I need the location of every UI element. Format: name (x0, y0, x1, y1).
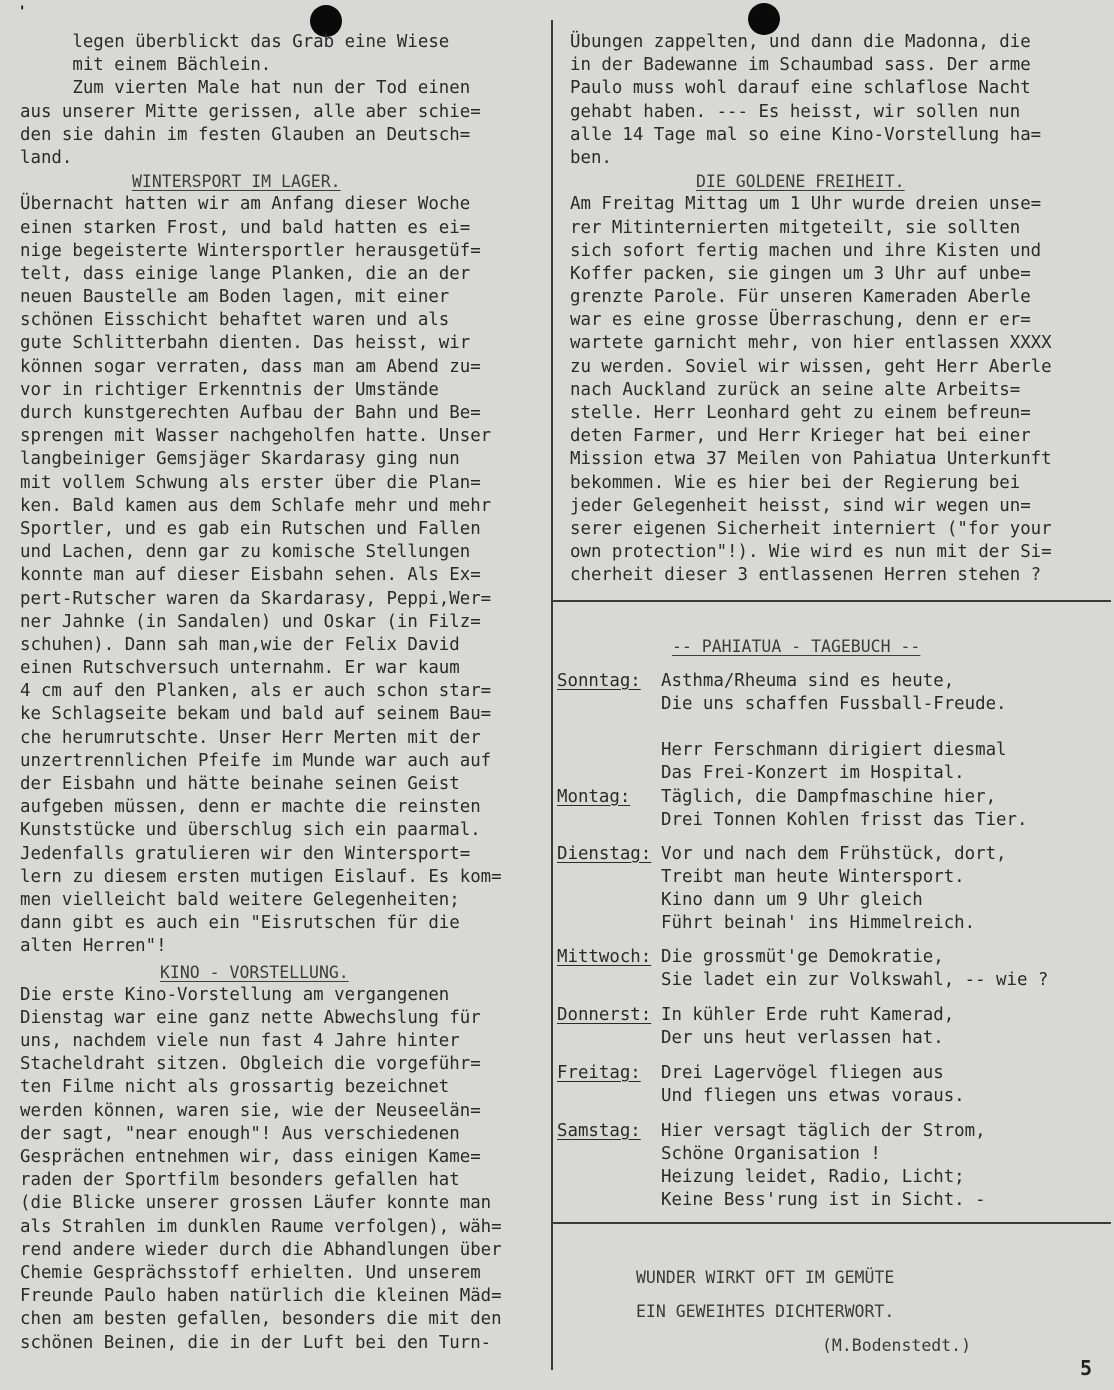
diary-verse-line: Die uns schaffen Fussball-Freude. (661, 694, 1007, 714)
text-line: Freunde Paulo haben natürlich die kleinen Mäd= (20, 1286, 502, 1307)
text-line: nige begeisterte Wintersportler herausgetüf= (20, 240, 481, 261)
diary-verse-line: Kino dann um 9 Uhr gleich (661, 890, 923, 910)
text-line: gehabt haben. --- Es heisst, wir sollen nun (570, 101, 1021, 122)
text-line: aufgeben müssen, denn er machte die reinsten (20, 797, 481, 818)
left-column (20, 31, 502, 1355)
text-line: lern zu diesem ersten mutigen Eislauf. Es kom= (20, 866, 502, 887)
text-line: bekommen. Wie es hier bei der Regierung bei (570, 472, 1021, 493)
text-line: Mission etwa 37 Meilen von Pahiatua Unterkunft (570, 449, 1052, 470)
text-line: mit vollem Schwung als erster über die Plan= (20, 472, 481, 493)
text-line: Chemie Gesprächsstoff erhielten. Und unserem (20, 1262, 481, 1283)
diary-day-label: Donnerst: (557, 1005, 652, 1025)
diary-verse-line: Drei Lagervögel fliegen aus (661, 1063, 944, 1083)
text-line: wartete garnicht mehr, von hier entlassen XXXX (570, 333, 1052, 354)
text-line: neuen Baustelle am Boden lagen, mit einer (20, 287, 450, 308)
text-line: war es eine grosse Überraschung, denn er er= (570, 310, 1031, 331)
section-divider-bottom (551, 1222, 1111, 1224)
text-line: Kunststücke und überschlug sich ein paarmal. (20, 820, 481, 841)
text-line: vor in richtiger Erkenntnis der Umstände (20, 379, 439, 400)
text-line: Stacheldraht sitzen. Obgleich die vorgeführ= (20, 1054, 481, 1075)
diary-verse-line: Schöne Organisation ! (661, 1144, 881, 1164)
diary-verse-line: Asthma/Rheuma sind es heute, (661, 671, 955, 691)
diary-verse-line: Und fliegen uns etwas voraus. (661, 1086, 965, 1106)
diary-verse-line: Der uns heut verlassen hat. (661, 1028, 944, 1048)
text-line: ten Filme nicht als grossartig bezeichnet (20, 1077, 450, 1098)
text-line: alten Herren"! (20, 936, 167, 957)
text-line: als Strahlen im dunklen Raume verfolgen), wäh= (20, 1216, 502, 1237)
text-line: der sagt, "near enough"! Aus verschiedenen (20, 1123, 460, 1144)
diary-day-label: Montag: (557, 787, 631, 807)
right-column (570, 31, 1052, 588)
diary-day-label: Freitag: (557, 1063, 641, 1083)
text-line: Die erste Kino-Vorstellung am vergangenen (20, 984, 450, 1005)
quote-line-2: EIN GEWEIHTES DICHTERWORT. (636, 1302, 895, 1321)
heading-wintersport: WINTERSPORT IM LAGER. (132, 172, 341, 192)
diary-verse-line: In kühler Erde ruht Kamerad, (661, 1005, 955, 1025)
text-line: den sie dahin im festen Glauben an Deutsch= (20, 124, 471, 145)
text-line: schönen Eisschicht behaftet waren und als (20, 310, 450, 331)
diary-verse-line: Herr Ferschmann dirigiert diesmal (661, 740, 1007, 760)
text-line: 4 cm auf den Planken, als er auch schon star= (20, 681, 492, 702)
diary-verse-line: Das Frei-Konzert im Hospital. (661, 763, 965, 783)
freiheit-paragraph (570, 193, 1052, 587)
text-line: mit einem Bächlein. (20, 55, 272, 76)
kino-paragraph (20, 984, 502, 1355)
text-line: ner Jahnke (in Sandalen) und Oskar (in Filz= (20, 611, 481, 632)
text-line: che herumrutschte. Unser Herr Merten mit der (20, 727, 481, 748)
text-line: pert-Rutscher waren da Skardarasy, Peppi,Wer= (20, 588, 492, 609)
text-line: serer eigenen Sicherheit interniert ("for your (570, 518, 1052, 539)
text-line: ken. Bald kamen aus dem Schlafe mehr und mehr (20, 495, 492, 516)
text-line: own protection"!). Wie wird es nun mit der Si= (570, 542, 1052, 563)
diary-verse-line: Sie ladet ein zur Volkswahl, -- wie ? (661, 970, 1049, 990)
text-line: zu werden. Soviel wir wissen, geht Herr Aberle (570, 356, 1052, 377)
text-line: telt, dass einige lange Planken, die an der (20, 263, 471, 284)
diary-title: -- PAHIATUA - TAGEBUCH -- (672, 637, 921, 656)
text-line: Koffer packen, sie gingen um 3 Uhr auf unbe= (570, 263, 1031, 284)
text-line: alle 14 Tage mal so eine Kino-Vorstellung ha= (570, 124, 1042, 145)
text-line: sprengen mit Wasser nachgeholfen hatte. Unser (20, 426, 492, 447)
text-line: der Eisbahn und hätte beinahe seinen Geist (20, 774, 460, 794)
text-line: Übernacht hatten wir am Anfang dieser Woche (20, 194, 471, 215)
text-line: einen starken Frost, und bald hatten es ei= (20, 217, 471, 238)
diary-day-label: Samstag: (557, 1121, 641, 1141)
text-line: schönen Beinen, die in der Luft bei den Turn- (20, 1332, 492, 1353)
section-divider-top (551, 600, 1111, 602)
text-line: Zum vierten Male hat nun der Tod einen (20, 78, 471, 99)
text-line: schuhen). Dann sah man,wie der Felix David (20, 634, 460, 655)
heading-kino: KINO - VORSTELLUNG. (160, 962, 349, 982)
text-line: jeder Gelegenheit heisst, sind wir wegen un= (570, 495, 1031, 516)
text-line: einen Rutschversuch unternahm. Er war kaum (20, 658, 460, 679)
text-line: werden können, waren sie, wie der Neuseelän= (20, 1100, 481, 1121)
diary-day-label: Sonntag: (557, 671, 641, 691)
text-line: ke Schlagseite bekam und bald auf seinem Bau= (20, 704, 492, 725)
quote-author: (M.Bodenstedt.) (822, 1336, 972, 1355)
text-line: raden der Sportfilm besonders gefallen hat (20, 1170, 460, 1191)
text-line: land. (20, 147, 73, 168)
diary-verse-line: Heizung leidet, Radio, Licht; (661, 1167, 965, 1187)
text-line: chen am besten gefallen, besonders die mit den (20, 1309, 502, 1330)
text-line: langbeiniger Gemsjäger Skardarasy ging nun (20, 449, 460, 470)
text-line: dann gibt es auch ein "Eisrutschen für die (20, 913, 460, 934)
text-line: können sogar verraten, dass man am Abend zu= (20, 356, 481, 377)
text-line: men vielleicht bald weitere Gelegenheiten; (20, 889, 460, 910)
quote-line-1: WUNDER WIRKT OFT IM GEMÜTE (636, 1268, 895, 1287)
text-line: stelle. Herr Leonhard geht zu einem befreun= (570, 403, 1031, 423)
diary-day-label: Mittwoch: (557, 947, 652, 967)
text-line: gute Schlitterbahn dienten. Das heisst, wir (20, 333, 471, 354)
text-line: Am Freitag Mittag um 1 Uhr wurde dreien unse= (570, 194, 1042, 215)
text-line: aus unserer Mitte gerissen, alle aber schie= (20, 101, 481, 122)
column-divider (551, 20, 553, 1370)
text-line: Übungen zappelten, und dann die Madonna, die (570, 32, 1031, 52)
text-line: unzertrennlichen Pfeife im Munde war auch auf (20, 750, 492, 771)
diary-verse-line: Keine Bess'rung ist in Sicht. - (661, 1190, 986, 1210)
diary-verse-line: Die grossmüt'ge Demokratie, (661, 947, 944, 967)
diary-verse-line: Treibt man heute Wintersport. (661, 867, 965, 887)
text-line: uns, nachdem viele nun fast 4 Jahre hinter (20, 1031, 460, 1052)
corner-mark: ' (18, 4, 27, 20)
kino-continued-paragraph (570, 31, 1052, 170)
text-line: Dienstag war eine ganz nette Abwechslung für (20, 1007, 481, 1028)
text-line: in der Badewanne im Schaumbad sass. Der arme (570, 55, 1031, 76)
diary-verse-line: Vor und nach dem Frühstück, dort, (661, 844, 1007, 864)
text-line: nach Auckland zurück an seine alte Arbeits= (570, 379, 1021, 400)
wintersport-paragraph (20, 193, 502, 958)
text-line: rer Mitinternierten mitgeteilt, sie sollten (570, 217, 1021, 238)
text-line: legen überblickt das Grab eine Wiese (20, 32, 450, 52)
text-line: deten Farmer, und Herr Krieger hat bei einer (570, 426, 1031, 447)
text-line: (die Blicke unserer grossen Läufer konnte man (20, 1193, 492, 1214)
text-line: konnte man auf dieser Eisbahn sehen. Als Ex= (20, 565, 481, 586)
text-line: grenzte Parole. Für unseren Kameraden Aberle (570, 287, 1031, 308)
diary-verse-line: Täglich, die Dampfmaschine hier, (661, 787, 997, 807)
page-number: 5 (1080, 1356, 1093, 1380)
diary-verse-line: Drei Tonnen Kohlen frisst das Tier. (661, 810, 1028, 830)
obituary-paragraph (20, 31, 502, 170)
text-line: sich sofort fertig machen und ihre Kisten und (570, 240, 1042, 261)
diary-verse-line: Hier versagt täglich der Strom, (661, 1121, 986, 1141)
text-line: Gesprächen entnehmen wir, dass einigen Kame= (20, 1147, 481, 1167)
text-line: cherheit dieser 3 entlassenen Herren stehen ? (570, 565, 1042, 586)
text-line: Jedenfalls gratulieren wir den Wintersport= (20, 843, 471, 864)
diary-verse-line: Führt beinah' ins Himmelreich. (661, 913, 976, 933)
text-line: rend andere wieder durch die Abhandlungen über (20, 1239, 502, 1260)
diary-day-label: Dienstag: (557, 844, 652, 864)
heading-freiheit: DIE GOLDENE FREIHEIT. (696, 172, 905, 192)
text-line: und Lachen, denn gar zu komische Stellungen (20, 542, 471, 563)
text-line: Sportler, und es gab ein Rutschen und Fallen (20, 518, 481, 539)
text-line: Paulo muss wohl darauf eine schlaflose Nacht (570, 78, 1031, 99)
text-line: durch kunstgerechten Aufbau der Bahn und Be= (20, 403, 481, 423)
text-line: ben. (570, 147, 612, 168)
